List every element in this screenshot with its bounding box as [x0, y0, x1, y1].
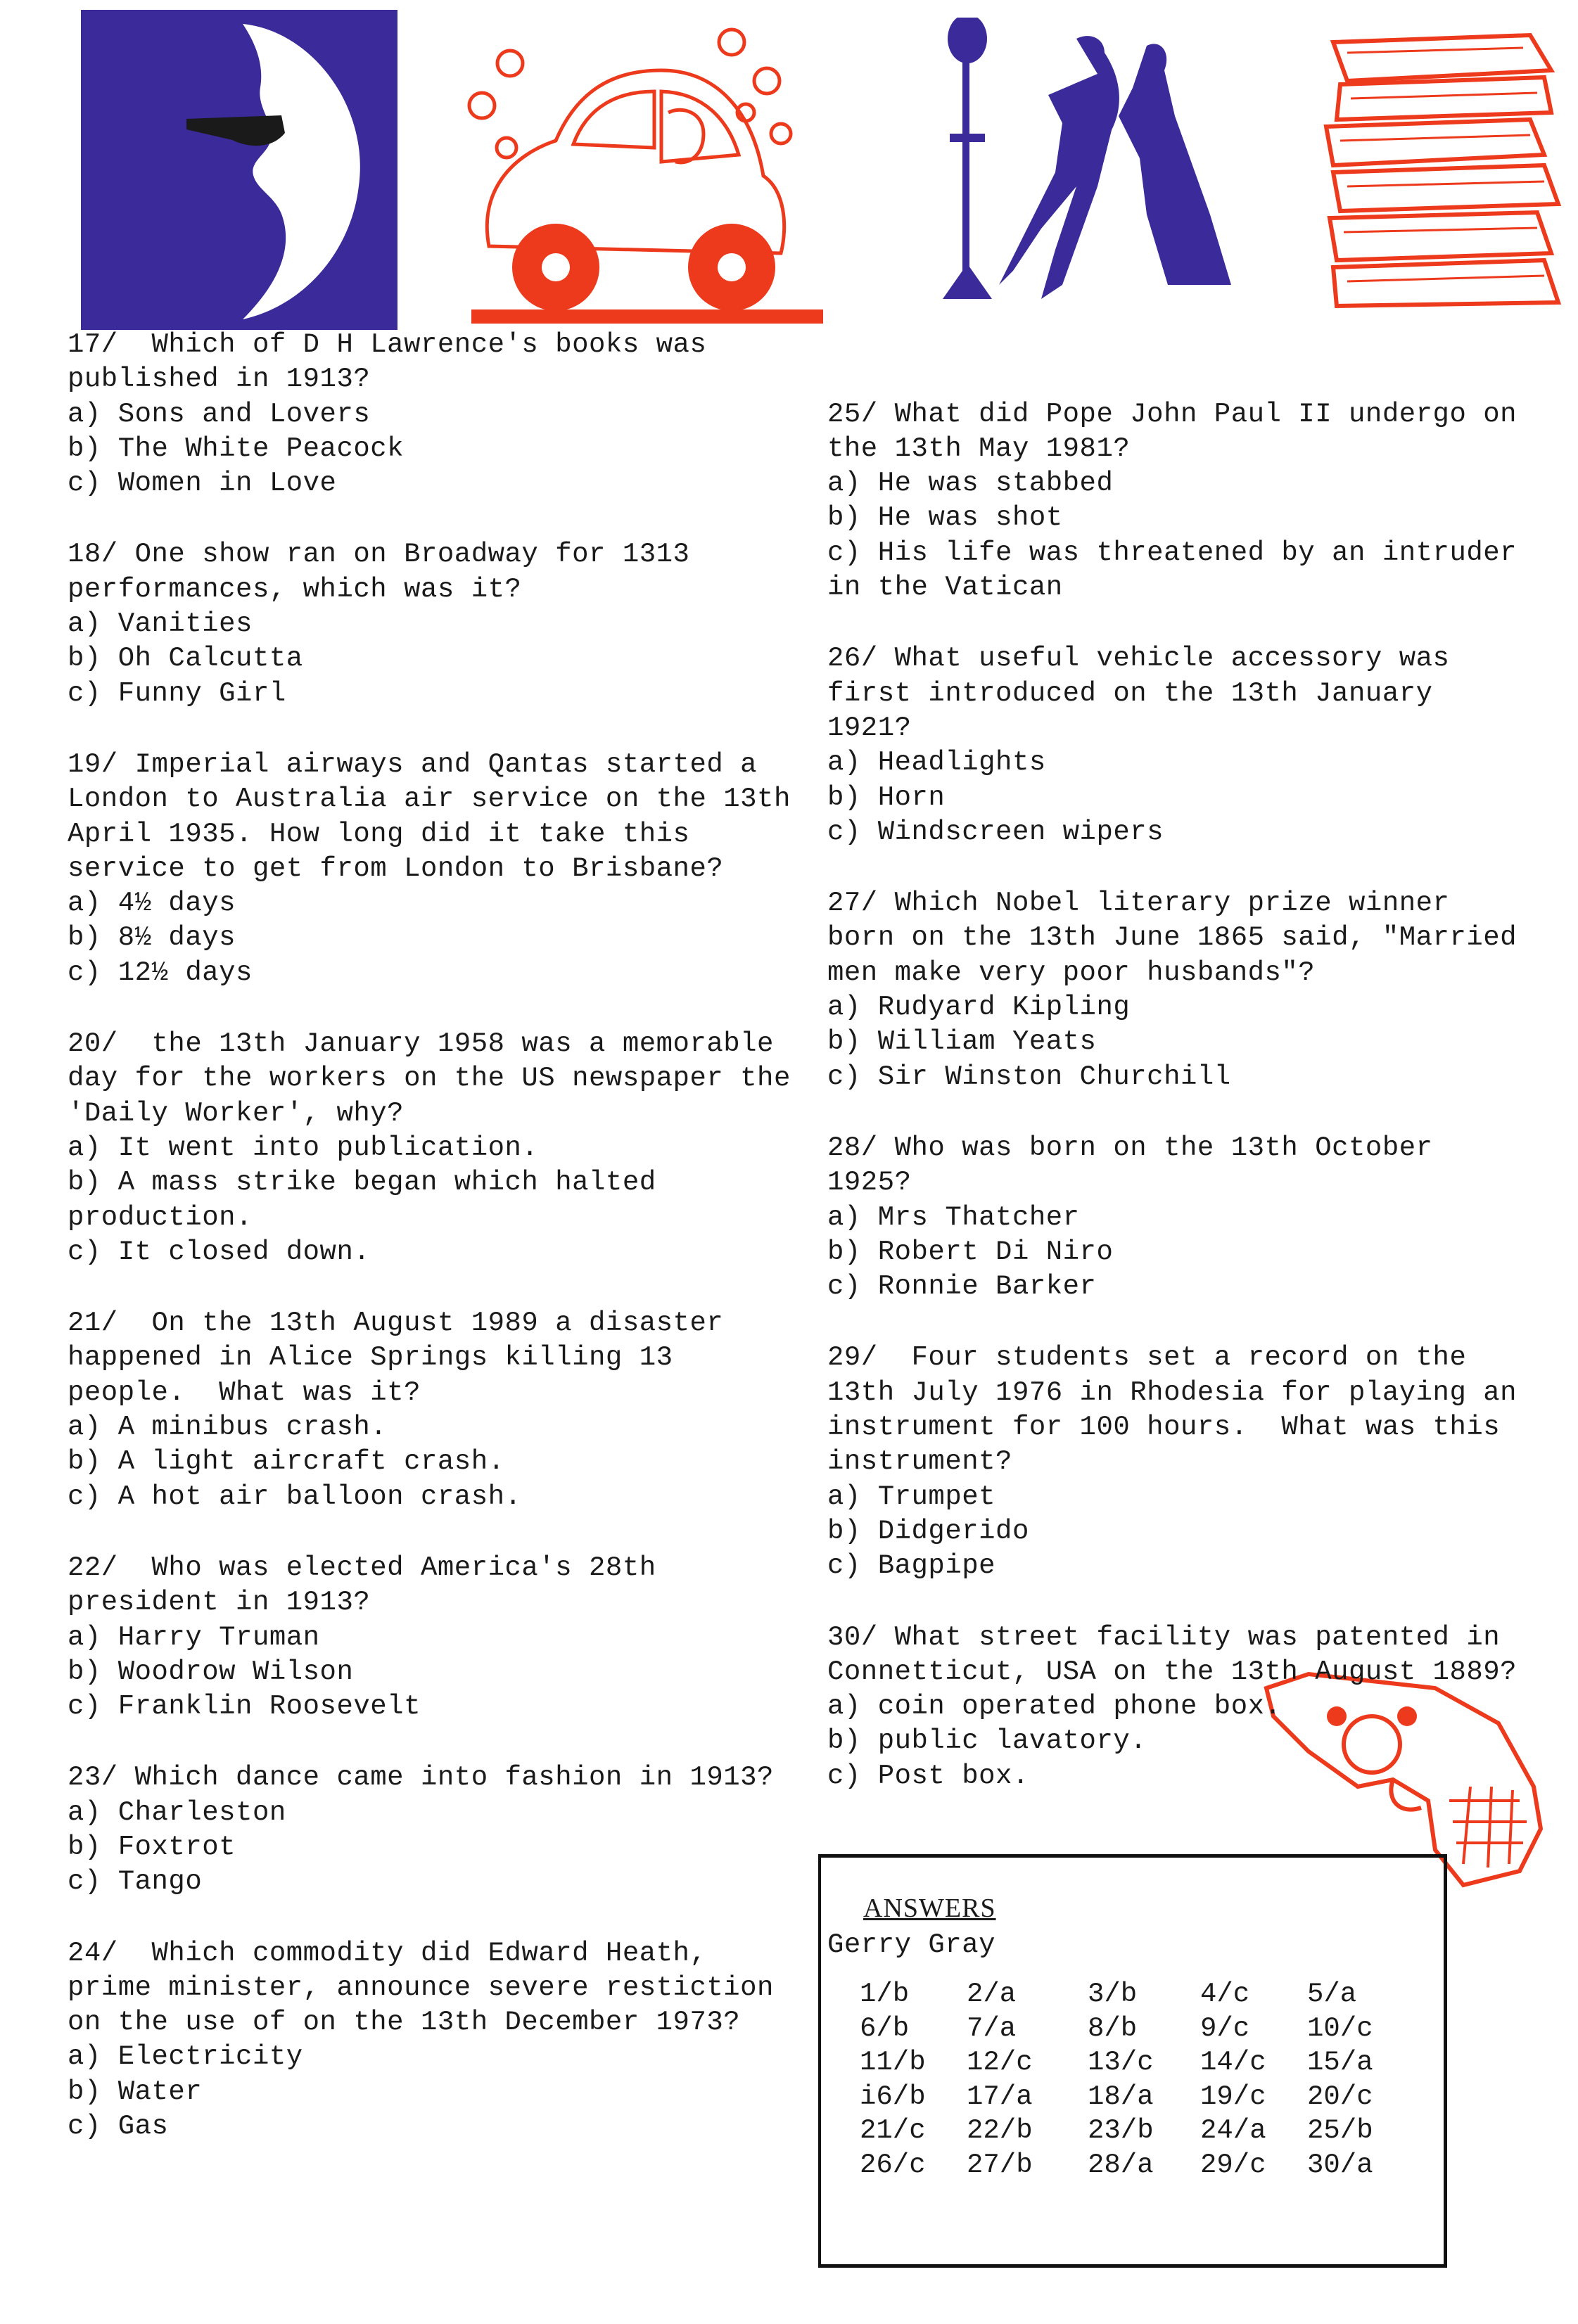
answer-key-item: 26/c [860, 2149, 926, 2181]
dancers-icon [936, 18, 1266, 313]
answer-option: c) Franklin Roosevelt [68, 1691, 421, 1723]
answer-key-item: 24/a [1200, 2115, 1266, 2146]
answer-key-item: 23/b [1088, 2115, 1154, 2146]
answer-key-item: 5/a [1307, 1979, 1357, 2010]
question-block [68, 1761, 806, 1899]
answer-key-item: 27/b [967, 2149, 1033, 2181]
answer-option: c) Ronnie Barker [827, 1271, 1097, 1303]
answer-key-item: 21/c [860, 2115, 926, 2146]
answers-title: ANSWERS [863, 1894, 996, 1923]
answer-key-item: 13/c [1088, 2047, 1154, 2078]
answer-key-item: 30/a [1307, 2149, 1373, 2181]
answer-option: b) Woodrow Wilson [68, 1656, 354, 1687]
question-block [827, 397, 1534, 606]
answers-grid [860, 1977, 1406, 2182]
answer-key-item: 29/c [1200, 2149, 1266, 2181]
answer-option: a) Vanities [68, 608, 253, 640]
answer-key-item: 3/b [1088, 1979, 1138, 2010]
author-name: Gerry Gray [827, 1929, 996, 1960]
question-block [827, 886, 1534, 1094]
question-text: 26/ What useful vehicle accessory was first introduced on the 13th January 1921? [827, 643, 1467, 743]
question-text: 22/ Who was elected America's 28th president in 1913? [68, 1552, 673, 1618]
question-text: 19/ Imperial airways and Qantas started a London to Australia air service on the 13th April 1935. How long did it take this service to get from London to Brisbane? [68, 748, 808, 884]
answer-option: b) A mass strike began which halted production. [68, 1167, 673, 1233]
answer-option: c) Women in Love [68, 468, 337, 499]
answer-option: c) Windscreen wipers [827, 816, 1164, 848]
answer-key-item: 6/b [860, 2012, 910, 2044]
question-block [68, 1551, 806, 1724]
question-text: 28/ Who was born on the 13th October 1925? [827, 1132, 1450, 1199]
answer-option: a) 4½ days [68, 888, 236, 919]
answer-option: c) Tango [68, 1866, 203, 1898]
answer-key-item: 18/a [1088, 2081, 1154, 2112]
right-column [827, 328, 1534, 1997]
answer-option: b) A light aircraft crash. [68, 1446, 505, 1478]
question-text: 20/ the 13th January 1958 was a memorable day for the workers on the US newspaper the 'Daily Worker', why? [68, 1028, 808, 1129]
question-text: 18/ One show ran on Broadway for 1313 performances, which was it? [68, 539, 707, 605]
answer-option: b) Horn [827, 781, 946, 813]
answer-option: c) A hot air balloon crash. [68, 1481, 522, 1512]
answer-option: b) public lavatory. [827, 1725, 1147, 1757]
answer-option: a) Mrs Thatcher [827, 1201, 1080, 1233]
answer-option: c) Sir Winston Churchill [827, 1061, 1231, 1092]
answer-key-item: 4/c [1200, 1979, 1250, 2010]
answer-key-item: 22/b [967, 2115, 1033, 2146]
question-block [827, 1131, 1524, 1304]
answer-key-item: 7/a [967, 2012, 1017, 2044]
answer-option: b) Oh Calcutta [68, 643, 303, 675]
answer-option: a) Electricity [68, 2041, 303, 2073]
question-text: 17/ Which of D H Lawrence's books was published in 1913? [68, 329, 724, 395]
answer-key-item: 11/b [860, 2047, 926, 2078]
answer-key-item: 8/b [1088, 2012, 1138, 2044]
answer-option: a) Rudyard Kipling [827, 992, 1131, 1023]
answer-option: b) Robert Di Niro [827, 1236, 1114, 1268]
question-text: 25/ What did Pope John Paul II undergo on the 13th May 1981? [827, 398, 1534, 464]
question-block [68, 537, 806, 710]
moon-icon [81, 10, 397, 330]
answer-key-item: 28/a [1088, 2149, 1154, 2181]
question-text: 24/ Which commodity did Edward Heath, prime minister, announce severe restiction on the use of on the 13th December 1973? [68, 1937, 791, 2038]
answers-box [818, 1854, 1447, 2268]
answer-key-item: 1/b [860, 1979, 910, 2010]
question-block [827, 641, 1524, 850]
question-block [827, 1621, 1524, 1794]
answer-option: c) Post box. [827, 1760, 1029, 1792]
answer-option: c) It closed down. [68, 1236, 371, 1268]
question-block [68, 1027, 806, 1270]
answer-option: c) His life was threatened by an intruder in the Vatican [827, 537, 1534, 604]
answer-option: c) Funny Girl [68, 677, 286, 709]
question-block [68, 1936, 806, 2145]
answer-key-item: 9/c [1200, 2012, 1250, 2044]
question-text: 21/ On the 13th August 1989 a disaster happened in Alice Springs killing 13 people. What was it? [68, 1308, 741, 1408]
books-icon [1319, 28, 1565, 309]
right-questions [827, 397, 1534, 1794]
answer-option: a) Headlights [827, 747, 1046, 779]
answer-key-item: 2/a [967, 1979, 1017, 2010]
answer-option: a) Harry Truman [68, 1621, 320, 1653]
answer-option: b) William Yeats [827, 1026, 1097, 1058]
answer-option: a) Sons and Lovers [68, 398, 371, 430]
answer-option: a) He was stabbed [827, 468, 1114, 499]
answer-option: a) coin operated phone box. [827, 1691, 1282, 1723]
answer-option: b) The White Peacock [68, 433, 405, 464]
answer-option: b) Didgerido [827, 1515, 1029, 1547]
answer-key-item: 20/c [1307, 2081, 1373, 2112]
answer-option: c) Gas [68, 2111, 169, 2143]
left-column [68, 328, 806, 2181]
answer-key-item: 19/c [1200, 2081, 1266, 2112]
answer-key-item: 17/a [967, 2081, 1033, 2112]
car-icon [450, 14, 830, 331]
answer-option: c) 12½ days [68, 957, 253, 988]
answer-key-item: 14/c [1200, 2047, 1266, 2078]
answer-option: b) He was shot [827, 502, 1063, 534]
answer-option: c) Bagpipe [827, 1550, 996, 1582]
answer-key-item: 10/c [1307, 2012, 1373, 2044]
question-text: 30/ What street facility was patented in Connetticut, USA on the 13th August 1889? [827, 1621, 1517, 1687]
answer-key-item: 25/b [1307, 2115, 1373, 2146]
question-block [68, 328, 806, 501]
question-text: 23/ Which dance came into fashion in 1913? [68, 1762, 774, 1794]
answer-option: b) Water [68, 2076, 203, 2107]
question-text: 29/ Four students set a record on the 13th July 1976 in Rhodesia for playing an instrument for 100 hours. What was this instrument? [827, 1342, 1534, 1478]
answer-key-item: 15/a [1307, 2047, 1373, 2078]
question-block [827, 1341, 1534, 1583]
answer-option: a) A minibus crash. [68, 1412, 388, 1443]
answer-key-item: 12/c [967, 2047, 1033, 2078]
question-block [68, 748, 806, 990]
answer-key-item: i6/b [860, 2081, 926, 2112]
answer-option: a) Trumpet [827, 1481, 996, 1512]
question-block [68, 1306, 806, 1514]
answer-option: a) Charleston [68, 1796, 286, 1828]
answer-option: a) It went into publication. [68, 1132, 539, 1163]
question-text: 27/ Which Nobel literary prize winner born on the 13th June 1865 said, "Married men make very poor husbands"? [827, 888, 1534, 988]
answer-option: b) 8½ days [68, 922, 236, 954]
answer-option: b) Foxtrot [68, 1831, 236, 1863]
